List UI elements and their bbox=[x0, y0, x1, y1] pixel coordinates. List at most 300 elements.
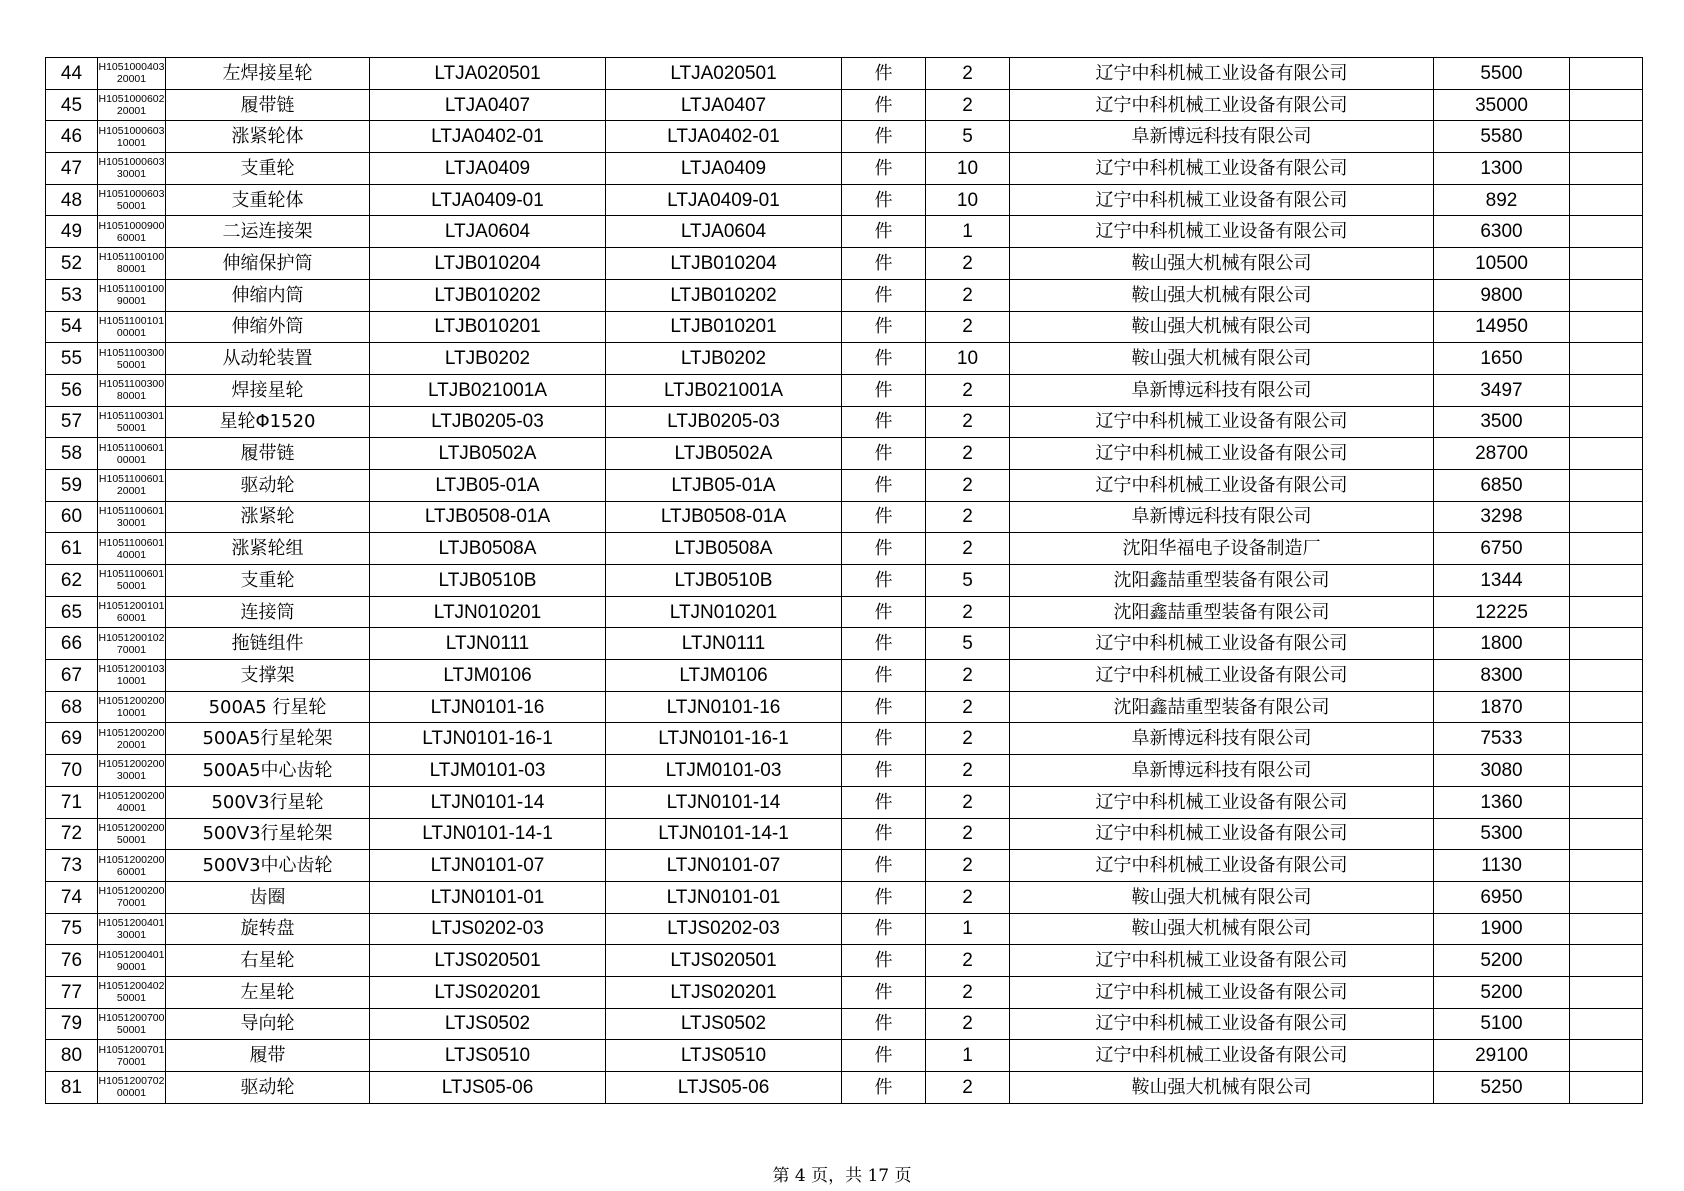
remark-cell bbox=[1570, 565, 1643, 597]
unit-price-cell: 6300 bbox=[1434, 216, 1570, 248]
unit-price-cell: 892 bbox=[1434, 184, 1570, 216]
spec-number-cell: LTJS05-06 bbox=[370, 1072, 606, 1104]
material-code-cell: H105120070170001 bbox=[98, 1040, 166, 1072]
parts-table-body bbox=[46, 58, 1643, 1104]
quantity-cell: 2 bbox=[926, 850, 1010, 882]
material-code-cell: H105100060350001 bbox=[98, 184, 166, 216]
row-number-cell: 80 bbox=[46, 1040, 98, 1072]
remark-cell bbox=[1570, 438, 1643, 470]
part-name-cell: 500V3行星轮 bbox=[166, 786, 370, 818]
spec-number-cell: LTJN0101-14 bbox=[370, 786, 606, 818]
part-name-cell: 二运连接架 bbox=[166, 216, 370, 248]
unit-cell: 件 bbox=[842, 501, 926, 533]
material-code-cell: H105120020050001 bbox=[98, 818, 166, 850]
spec-number-cell: LTJB0502A bbox=[370, 438, 606, 470]
table-row bbox=[46, 469, 1643, 501]
part-name-cell: 涨紧轮体 bbox=[166, 121, 370, 153]
quantity-cell: 5 bbox=[926, 628, 1010, 660]
quantity-cell: 5 bbox=[926, 565, 1010, 597]
quantity-cell: 2 bbox=[926, 311, 1010, 343]
table-row bbox=[46, 438, 1643, 470]
unit-cell: 件 bbox=[842, 533, 926, 565]
part-name-cell: 履带 bbox=[166, 1040, 370, 1072]
table-row bbox=[46, 565, 1643, 597]
part-name-cell: 履带链 bbox=[166, 89, 370, 121]
supplier-name-cell: 鞍山强大机械有限公司 bbox=[1010, 881, 1434, 913]
row-number-cell: 62 bbox=[46, 565, 98, 597]
spec-number-cell: LTJS0510 bbox=[370, 1040, 606, 1072]
row-number-cell: 60 bbox=[46, 501, 98, 533]
quantity-cell: 2 bbox=[926, 501, 1010, 533]
supplier-name-cell: 辽宁中科机械工业设备有限公司 bbox=[1010, 216, 1434, 248]
material-code-cell: H105120010270001 bbox=[98, 628, 166, 660]
quantity-cell: 2 bbox=[926, 691, 1010, 723]
unit-price-cell: 28700 bbox=[1434, 438, 1570, 470]
unit-cell: 件 bbox=[842, 691, 926, 723]
quantity-cell: 10 bbox=[926, 343, 1010, 375]
drawing-number-cell: LTJS020201 bbox=[606, 976, 842, 1008]
drawing-number-cell: LTJN0101-14-1 bbox=[606, 818, 842, 850]
row-number-cell: 52 bbox=[46, 248, 98, 280]
remark-cell bbox=[1570, 1072, 1643, 1104]
row-number-cell: 67 bbox=[46, 660, 98, 692]
unit-cell: 件 bbox=[842, 596, 926, 628]
part-name-cell: 涨紧轮组 bbox=[166, 533, 370, 565]
row-number-cell: 66 bbox=[46, 628, 98, 660]
row-number-cell: 77 bbox=[46, 976, 98, 1008]
parts-table-container bbox=[45, 57, 1642, 1104]
part-name-cell: 焊接星轮 bbox=[166, 374, 370, 406]
unit-cell: 件 bbox=[842, 469, 926, 501]
unit-cell: 件 bbox=[842, 818, 926, 850]
supplier-name-cell: 辽宁中科机械工业设备有限公司 bbox=[1010, 786, 1434, 818]
material-code-cell: H105100060220001 bbox=[98, 89, 166, 121]
part-name-cell: 支撑架 bbox=[166, 660, 370, 692]
unit-price-cell: 3080 bbox=[1434, 755, 1570, 787]
remark-cell bbox=[1570, 723, 1643, 755]
drawing-number-cell: LTJS0202-03 bbox=[606, 913, 842, 945]
material-code-cell: H105110060130001 bbox=[98, 501, 166, 533]
quantity-cell: 2 bbox=[926, 469, 1010, 501]
supplier-name-cell: 阜新博远科技有限公司 bbox=[1010, 755, 1434, 787]
material-code-cell: H105120070050001 bbox=[98, 1008, 166, 1040]
material-code-cell: H105110030080001 bbox=[98, 374, 166, 406]
material-code-cell: H105100090060001 bbox=[98, 216, 166, 248]
unit-cell: 件 bbox=[842, 438, 926, 470]
row-number-cell: 56 bbox=[46, 374, 98, 406]
spec-number-cell: LTJN0101-14-1 bbox=[370, 818, 606, 850]
table-row bbox=[46, 279, 1643, 311]
remark-cell bbox=[1570, 121, 1643, 153]
unit-cell: 件 bbox=[842, 89, 926, 121]
drawing-number-cell: LTJB0202 bbox=[606, 343, 842, 375]
unit-cell: 件 bbox=[842, 1008, 926, 1040]
quantity-cell: 2 bbox=[926, 406, 1010, 438]
part-name-cell: 履带链 bbox=[166, 438, 370, 470]
unit-cell: 件 bbox=[842, 660, 926, 692]
remark-cell bbox=[1570, 279, 1643, 311]
row-number-cell: 65 bbox=[46, 596, 98, 628]
unit-price-cell: 8300 bbox=[1434, 660, 1570, 692]
supplier-name-cell: 沈阳鑫喆重型装备有限公司 bbox=[1010, 691, 1434, 723]
drawing-number-cell: LTJB010201 bbox=[606, 311, 842, 343]
material-code-cell: H105110010090001 bbox=[98, 279, 166, 311]
unit-price-cell: 3298 bbox=[1434, 501, 1570, 533]
unit-cell: 件 bbox=[842, 406, 926, 438]
supplier-name-cell: 鞍山强大机械有限公司 bbox=[1010, 343, 1434, 375]
part-name-cell: 500A5行星轮架 bbox=[166, 723, 370, 755]
part-name-cell: 旋转盘 bbox=[166, 913, 370, 945]
spec-number-cell: LTJA0409-01 bbox=[370, 184, 606, 216]
material-code-cell: H105120020020001 bbox=[98, 723, 166, 755]
row-number-cell: 68 bbox=[46, 691, 98, 723]
material-code-cell: H105120020060001 bbox=[98, 850, 166, 882]
row-number-cell: 44 bbox=[46, 58, 98, 90]
part-name-cell: 500V3行星轮架 bbox=[166, 818, 370, 850]
part-name-cell: 500A5中心齿轮 bbox=[166, 755, 370, 787]
material-code-cell: H105120010160001 bbox=[98, 596, 166, 628]
spec-number-cell: LTJA0409 bbox=[370, 153, 606, 185]
spec-number-cell: LTJM0106 bbox=[370, 660, 606, 692]
supplier-name-cell: 辽宁中科机械工业设备有限公司 bbox=[1010, 153, 1434, 185]
spec-number-cell: LTJS020501 bbox=[370, 945, 606, 977]
quantity-cell: 2 bbox=[926, 89, 1010, 121]
spec-number-cell: LTJS0502 bbox=[370, 1008, 606, 1040]
part-name-cell: 左星轮 bbox=[166, 976, 370, 1008]
supplier-name-cell: 辽宁中科机械工业设备有限公司 bbox=[1010, 469, 1434, 501]
supplier-name-cell: 辽宁中科机械工业设备有限公司 bbox=[1010, 184, 1434, 216]
row-number-cell: 45 bbox=[46, 89, 98, 121]
unit-cell: 件 bbox=[842, 1072, 926, 1104]
unit-price-cell: 3497 bbox=[1434, 374, 1570, 406]
supplier-name-cell: 辽宁中科机械工业设备有限公司 bbox=[1010, 818, 1434, 850]
material-code-cell: H105100040320001 bbox=[98, 58, 166, 90]
quantity-cell: 2 bbox=[926, 533, 1010, 565]
quantity-cell: 2 bbox=[926, 786, 1010, 818]
spec-number-cell: LTJB0510B bbox=[370, 565, 606, 597]
spec-number-cell: LTJN0101-16 bbox=[370, 691, 606, 723]
spec-number-cell: LTJA0407 bbox=[370, 89, 606, 121]
material-code-cell: H105120020070001 bbox=[98, 881, 166, 913]
table-row bbox=[46, 1040, 1643, 1072]
part-name-cell: 支重轮体 bbox=[166, 184, 370, 216]
supplier-name-cell: 鞍山强大机械有限公司 bbox=[1010, 913, 1434, 945]
part-name-cell: 拖链组件 bbox=[166, 628, 370, 660]
supplier-name-cell: 辽宁中科机械工业设备有限公司 bbox=[1010, 438, 1434, 470]
unit-cell: 件 bbox=[842, 216, 926, 248]
part-name-cell: 齿圈 bbox=[166, 881, 370, 913]
remark-cell bbox=[1570, 818, 1643, 850]
unit-price-cell: 5500 bbox=[1434, 58, 1570, 90]
drawing-number-cell: LTJB0502A bbox=[606, 438, 842, 470]
remark-cell bbox=[1570, 976, 1643, 1008]
unit-cell: 件 bbox=[842, 881, 926, 913]
drawing-number-cell: LTJN0101-01 bbox=[606, 881, 842, 913]
unit-price-cell: 5250 bbox=[1434, 1072, 1570, 1104]
quantity-cell: 2 bbox=[926, 596, 1010, 628]
remark-cell bbox=[1570, 374, 1643, 406]
table-row bbox=[46, 121, 1643, 153]
remark-cell bbox=[1570, 343, 1643, 375]
table-row bbox=[46, 184, 1643, 216]
supplier-name-cell: 辽宁中科机械工业设备有限公司 bbox=[1010, 850, 1434, 882]
part-name-cell: 驱动轮 bbox=[166, 469, 370, 501]
table-row bbox=[46, 691, 1643, 723]
spec-number-cell: LTJN0101-01 bbox=[370, 881, 606, 913]
table-row bbox=[46, 913, 1643, 945]
spec-number-cell: LTJB010201 bbox=[370, 311, 606, 343]
drawing-number-cell: LTJS05-06 bbox=[606, 1072, 842, 1104]
row-number-cell: 48 bbox=[46, 184, 98, 216]
quantity-cell: 2 bbox=[926, 58, 1010, 90]
unit-price-cell: 10500 bbox=[1434, 248, 1570, 280]
drawing-number-cell: LTJM0106 bbox=[606, 660, 842, 692]
drawing-number-cell: LTJB0508-01A bbox=[606, 501, 842, 533]
unit-price-cell: 1360 bbox=[1434, 786, 1570, 818]
spec-number-cell: LTJA0604 bbox=[370, 216, 606, 248]
spec-number-cell: LTJB0508-01A bbox=[370, 501, 606, 533]
row-number-cell: 76 bbox=[46, 945, 98, 977]
parts-table bbox=[45, 57, 1643, 1104]
remark-cell bbox=[1570, 881, 1643, 913]
spec-number-cell: LTJS020201 bbox=[370, 976, 606, 1008]
row-number-cell: 47 bbox=[46, 153, 98, 185]
supplier-name-cell: 阜新博远科技有限公司 bbox=[1010, 121, 1434, 153]
table-row bbox=[46, 786, 1643, 818]
remark-cell bbox=[1570, 89, 1643, 121]
spec-number-cell: LTJN010201 bbox=[370, 596, 606, 628]
row-number-cell: 54 bbox=[46, 311, 98, 343]
row-number-cell: 53 bbox=[46, 279, 98, 311]
material-code-cell: H105120020030001 bbox=[98, 755, 166, 787]
material-code-cell: H105120020010001 bbox=[98, 691, 166, 723]
unit-price-cell: 6750 bbox=[1434, 533, 1570, 565]
unit-price-cell: 3500 bbox=[1434, 406, 1570, 438]
material-code-cell: H105110060100001 bbox=[98, 438, 166, 470]
quantity-cell: 2 bbox=[926, 881, 1010, 913]
table-row bbox=[46, 58, 1643, 90]
drawing-number-cell: LTJB05-01A bbox=[606, 469, 842, 501]
drawing-number-cell: LTJS0510 bbox=[606, 1040, 842, 1072]
drawing-number-cell: LTJA020501 bbox=[606, 58, 842, 90]
unit-cell: 件 bbox=[842, 279, 926, 311]
unit-cell: 件 bbox=[842, 184, 926, 216]
unit-price-cell: 12225 bbox=[1434, 596, 1570, 628]
unit-cell: 件 bbox=[842, 850, 926, 882]
supplier-name-cell: 阜新博远科技有限公司 bbox=[1010, 723, 1434, 755]
supplier-name-cell: 辽宁中科机械工业设备有限公司 bbox=[1010, 976, 1434, 1008]
material-code-cell: H105100060310001 bbox=[98, 121, 166, 153]
quantity-cell: 2 bbox=[926, 723, 1010, 755]
unit-cell: 件 bbox=[842, 723, 926, 755]
drawing-number-cell: LTJB0508A bbox=[606, 533, 842, 565]
row-number-cell: 73 bbox=[46, 850, 98, 882]
material-code-cell: H105110060150001 bbox=[98, 565, 166, 597]
remark-cell bbox=[1570, 596, 1643, 628]
remark-cell bbox=[1570, 691, 1643, 723]
quantity-cell: 2 bbox=[926, 660, 1010, 692]
drawing-number-cell: LTJB010204 bbox=[606, 248, 842, 280]
spec-number-cell: LTJB0205-03 bbox=[370, 406, 606, 438]
spec-number-cell: LTJA0402-01 bbox=[370, 121, 606, 153]
unit-cell: 件 bbox=[842, 153, 926, 185]
supplier-name-cell: 阜新博远科技有限公司 bbox=[1010, 374, 1434, 406]
unit-price-cell: 1650 bbox=[1434, 343, 1570, 375]
remark-cell bbox=[1570, 628, 1643, 660]
quantity-cell: 1 bbox=[926, 913, 1010, 945]
remark-cell bbox=[1570, 469, 1643, 501]
quantity-cell: 2 bbox=[926, 976, 1010, 1008]
unit-price-cell: 5300 bbox=[1434, 818, 1570, 850]
unit-cell: 件 bbox=[842, 374, 926, 406]
row-number-cell: 69 bbox=[46, 723, 98, 755]
material-code-cell: H105120010310001 bbox=[98, 660, 166, 692]
part-name-cell: 从动轮装置 bbox=[166, 343, 370, 375]
remark-cell bbox=[1570, 311, 1643, 343]
unit-cell: 件 bbox=[842, 311, 926, 343]
supplier-name-cell: 辽宁中科机械工业设备有限公司 bbox=[1010, 1008, 1434, 1040]
unit-cell: 件 bbox=[842, 628, 926, 660]
unit-cell: 件 bbox=[842, 121, 926, 153]
unit-price-cell: 5200 bbox=[1434, 945, 1570, 977]
remark-cell bbox=[1570, 406, 1643, 438]
quantity-cell: 10 bbox=[926, 184, 1010, 216]
part-name-cell: 伸缩保护筒 bbox=[166, 248, 370, 280]
table-row bbox=[46, 153, 1643, 185]
material-code-cell: H105120040130001 bbox=[98, 913, 166, 945]
supplier-name-cell: 鞍山强大机械有限公司 bbox=[1010, 248, 1434, 280]
row-number-cell: 57 bbox=[46, 406, 98, 438]
drawing-number-cell: LTJS0502 bbox=[606, 1008, 842, 1040]
remark-cell bbox=[1570, 184, 1643, 216]
drawing-number-cell: LTJA0409-01 bbox=[606, 184, 842, 216]
unit-cell: 件 bbox=[842, 945, 926, 977]
remark-cell bbox=[1570, 153, 1643, 185]
spec-number-cell: LTJB021001A bbox=[370, 374, 606, 406]
table-row bbox=[46, 660, 1643, 692]
drawing-number-cell: LTJN010201 bbox=[606, 596, 842, 628]
drawing-number-cell: LTJA0407 bbox=[606, 89, 842, 121]
spec-number-cell: LTJB05-01A bbox=[370, 469, 606, 501]
unit-price-cell: 5200 bbox=[1434, 976, 1570, 1008]
table-row bbox=[46, 374, 1643, 406]
row-number-cell: 49 bbox=[46, 216, 98, 248]
spec-number-cell: LTJB010204 bbox=[370, 248, 606, 280]
remark-cell bbox=[1570, 755, 1643, 787]
material-code-cell: H105100060330001 bbox=[98, 153, 166, 185]
quantity-cell: 10 bbox=[926, 153, 1010, 185]
material-code-cell: H105120040250001 bbox=[98, 976, 166, 1008]
table-row bbox=[46, 533, 1643, 565]
quantity-cell: 2 bbox=[926, 1072, 1010, 1104]
supplier-name-cell: 阜新博远科技有限公司 bbox=[1010, 501, 1434, 533]
drawing-number-cell: LTJM0101-03 bbox=[606, 755, 842, 787]
unit-price-cell: 7533 bbox=[1434, 723, 1570, 755]
row-number-cell: 70 bbox=[46, 755, 98, 787]
supplier-name-cell: 辽宁中科机械工业设备有限公司 bbox=[1010, 1040, 1434, 1072]
supplier-name-cell: 鞍山强大机械有限公司 bbox=[1010, 1072, 1434, 1104]
table-row bbox=[46, 1072, 1643, 1104]
part-name-cell: 右星轮 bbox=[166, 945, 370, 977]
unit-cell: 件 bbox=[842, 248, 926, 280]
spec-number-cell: LTJB010202 bbox=[370, 279, 606, 311]
spec-number-cell: LTJA020501 bbox=[370, 58, 606, 90]
drawing-number-cell: LTJN0101-16-1 bbox=[606, 723, 842, 755]
unit-price-cell: 29100 bbox=[1434, 1040, 1570, 1072]
row-number-cell: 71 bbox=[46, 786, 98, 818]
row-number-cell: 75 bbox=[46, 913, 98, 945]
table-row bbox=[46, 311, 1643, 343]
drawing-number-cell: LTJB0205-03 bbox=[606, 406, 842, 438]
page-footer: 第 4 页，共 17 页 bbox=[772, 1166, 912, 1186]
remark-cell bbox=[1570, 786, 1643, 818]
quantity-cell: 2 bbox=[926, 945, 1010, 977]
table-row bbox=[46, 406, 1643, 438]
supplier-name-cell: 辽宁中科机械工业设备有限公司 bbox=[1010, 660, 1434, 692]
table-row bbox=[46, 723, 1643, 755]
quantity-cell: 1 bbox=[926, 1040, 1010, 1072]
part-name-cell: 左焊接星轮 bbox=[166, 58, 370, 90]
row-number-cell: 61 bbox=[46, 533, 98, 565]
unit-price-cell: 1900 bbox=[1434, 913, 1570, 945]
remark-cell bbox=[1570, 913, 1643, 945]
remark-cell bbox=[1570, 850, 1643, 882]
row-number-cell: 58 bbox=[46, 438, 98, 470]
quantity-cell: 1 bbox=[926, 216, 1010, 248]
remark-cell bbox=[1570, 533, 1643, 565]
supplier-name-cell: 辽宁中科机械工业设备有限公司 bbox=[1010, 89, 1434, 121]
drawing-number-cell: LTJN0101-14 bbox=[606, 786, 842, 818]
supplier-name-cell: 鞍山强大机械有限公司 bbox=[1010, 279, 1434, 311]
table-row bbox=[46, 1008, 1643, 1040]
spec-number-cell: LTJS0202-03 bbox=[370, 913, 606, 945]
drawing-number-cell: LTJB0510B bbox=[606, 565, 842, 597]
supplier-name-cell: 辽宁中科机械工业设备有限公司 bbox=[1010, 58, 1434, 90]
drawing-number-cell: LTJA0409 bbox=[606, 153, 842, 185]
row-number-cell: 55 bbox=[46, 343, 98, 375]
spec-number-cell: LTJM0101-03 bbox=[370, 755, 606, 787]
material-code-cell: H105110030050001 bbox=[98, 343, 166, 375]
unit-price-cell: 35000 bbox=[1434, 89, 1570, 121]
unit-price-cell: 1870 bbox=[1434, 691, 1570, 723]
table-row bbox=[46, 628, 1643, 660]
unit-cell: 件 bbox=[842, 913, 926, 945]
table-row bbox=[46, 976, 1643, 1008]
drawing-number-cell: LTJA0604 bbox=[606, 216, 842, 248]
material-code-cell: H105110010100001 bbox=[98, 311, 166, 343]
unit-cell: 件 bbox=[842, 565, 926, 597]
table-row bbox=[46, 596, 1643, 628]
table-row bbox=[46, 945, 1643, 977]
part-name-cell: 伸缩内筒 bbox=[166, 279, 370, 311]
supplier-name-cell: 沈阳华福电子设备制造厂 bbox=[1010, 533, 1434, 565]
part-name-cell: 支重轮 bbox=[166, 153, 370, 185]
unit-price-cell: 5580 bbox=[1434, 121, 1570, 153]
table-row bbox=[46, 818, 1643, 850]
material-code-cell: H105110030150001 bbox=[98, 406, 166, 438]
supplier-name-cell: 辽宁中科机械工业设备有限公司 bbox=[1010, 628, 1434, 660]
table-row bbox=[46, 755, 1643, 787]
table-row bbox=[46, 89, 1643, 121]
drawing-number-cell: LTJN0101-07 bbox=[606, 850, 842, 882]
quantity-cell: 2 bbox=[926, 374, 1010, 406]
drawing-number-cell: LTJN0111 bbox=[606, 628, 842, 660]
part-name-cell: 导向轮 bbox=[166, 1008, 370, 1040]
row-number-cell: 72 bbox=[46, 818, 98, 850]
row-number-cell: 46 bbox=[46, 121, 98, 153]
remark-cell bbox=[1570, 1008, 1643, 1040]
table-row bbox=[46, 501, 1643, 533]
